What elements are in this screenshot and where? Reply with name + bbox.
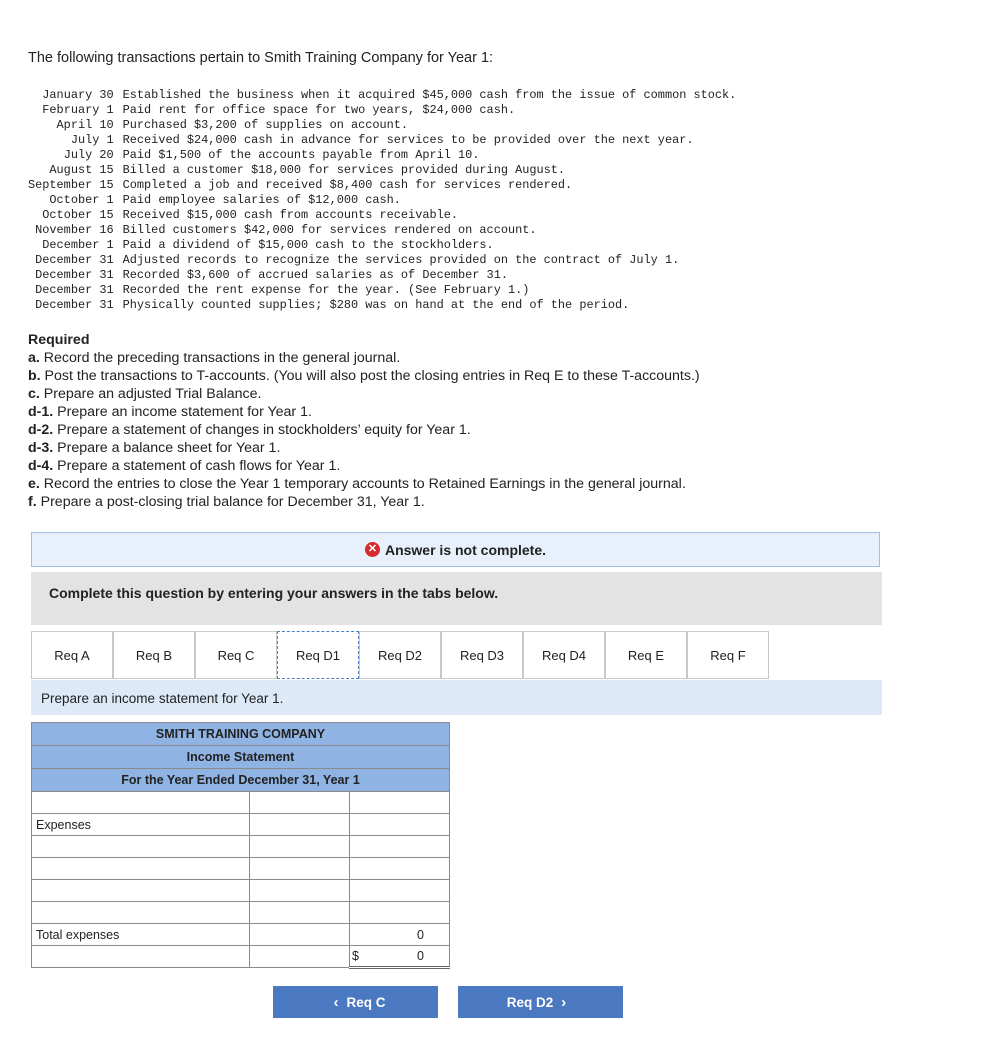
transaction-description: Recorded $3,600 of accrued salaries as of December 31. — [122, 268, 508, 282]
transaction-date: July 1 — [70, 133, 114, 147]
answer-status-banner — [31, 532, 880, 567]
transaction-description: Completed a job and received $8,400 cash for services rendered. — [122, 178, 573, 192]
tab-req-d4[interactable]: Req D4 — [523, 631, 605, 679]
line-label-input[interactable] — [32, 792, 250, 814]
required-item-text: Prepare a post-closing trial balance for December 31, Year 1. — [36, 494, 425, 510]
transaction-description: Established the business when it acquired $45,000 cash from the issue of common stock. — [122, 88, 737, 102]
required-item-label: a. — [28, 350, 40, 366]
required-item-text: Prepare a statement of cash flows for Year 1. — [53, 458, 341, 474]
expenses-label: Expenses — [32, 814, 250, 836]
expense-amount-input[interactable] — [250, 902, 350, 924]
expense-label-input[interactable] — [32, 902, 250, 924]
net-income-label-input[interactable] — [32, 946, 250, 968]
tab-req-a[interactable]: Req A — [31, 631, 113, 679]
transaction-date: December 31 — [35, 298, 114, 312]
tab-req-e[interactable]: Req E — [605, 631, 687, 679]
tab-prompt: Prepare an income statement for Year 1. — [31, 680, 882, 715]
tab-req-d2[interactable]: Req D2 — [359, 631, 441, 679]
prev-req-button[interactable] — [273, 986, 438, 1018]
transaction-row — [28, 88, 736, 103]
transaction-date: October 15 — [42, 208, 114, 222]
total-expenses-value: 0 — [350, 924, 450, 946]
transaction-row — [28, 253, 736, 268]
answer-status-text: Answer is not complete. — [384, 541, 547, 558]
amount-input[interactable] — [250, 946, 350, 968]
expense-amount-input[interactable] — [250, 836, 350, 858]
transaction-date: December 1 — [42, 238, 114, 252]
transaction-date: November 16 — [35, 223, 114, 237]
required-item — [28, 439, 700, 457]
required-item-text: Post the transactions to T-accounts. (You will also post the closing entries in Req E to these T-accounts.) — [40, 368, 700, 384]
income-statement-table — [31, 722, 450, 969]
expense-label-input[interactable] — [32, 858, 250, 880]
next-req-label: Req D2 — [506, 994, 554, 1010]
tab-req-d3[interactable]: Req D3 — [441, 631, 523, 679]
tab-req-c[interactable]: Req C — [195, 631, 277, 679]
amount-input[interactable] — [350, 880, 450, 902]
amount-input[interactable] — [350, 792, 450, 814]
expense-label-input[interactable] — [32, 880, 250, 902]
transaction-row — [28, 148, 736, 163]
transaction-row — [28, 268, 736, 283]
required-item-text: Record the entries to close the Year 1 temporary accounts to Retained Earnings in the general journal. — [39, 476, 686, 492]
required-item-label: b. — [28, 368, 41, 384]
amount-input[interactable] — [250, 814, 350, 836]
transaction-row — [28, 283, 736, 298]
required-section — [28, 331, 700, 511]
amount-input[interactable] — [350, 814, 450, 836]
transaction-description: Billed customers $42,000 for services rendered on account. — [122, 223, 537, 237]
amount-input[interactable] — [350, 858, 450, 880]
required-item-text: Record the preceding transactions in the general journal. — [39, 350, 401, 366]
transaction-description: Paid rent for office space for two years, $24,000 cash. — [122, 103, 516, 117]
transaction-date: December 31 — [35, 283, 114, 297]
amount-input[interactable] — [250, 792, 350, 814]
next-req-button[interactable] — [458, 986, 623, 1018]
amount-input[interactable] — [350, 902, 450, 924]
transaction-row — [28, 223, 736, 238]
required-item — [28, 457, 700, 475]
transaction-date: October 1 — [49, 193, 114, 207]
transaction-description: Recorded the rent expense for the year. (See February 1.) — [122, 283, 530, 297]
transaction-row — [28, 193, 736, 208]
transaction-description: Paid $1,500 of the accounts payable from April 10. — [122, 148, 480, 162]
required-item-label: f. — [28, 494, 37, 510]
transaction-description: Received $24,000 cash in advance for services to be provided over the next year. — [122, 133, 694, 147]
expense-label-input[interactable] — [32, 836, 250, 858]
required-item-label: d-3. — [28, 440, 54, 456]
required-item — [28, 349, 700, 367]
required-item-text: Prepare an income statement for Year 1. — [53, 404, 312, 420]
required-item-label: d-2. — [28, 422, 54, 438]
prev-req-label: Req C — [346, 994, 386, 1010]
currency-symbol: $ — [352, 949, 359, 963]
transaction-description: Purchased $3,200 of supplies on account. — [122, 118, 409, 132]
transaction-date: September 15 — [28, 178, 114, 192]
required-item — [28, 475, 700, 493]
expense-amount-input[interactable] — [250, 858, 350, 880]
transaction-row — [28, 178, 736, 193]
required-heading: Required — [28, 332, 90, 348]
company-name: SMITH TRAINING COMPANY — [32, 723, 450, 746]
transaction-description: Billed a customer $18,000 for services provided during August. — [122, 163, 566, 177]
transactions-table — [28, 88, 736, 313]
transaction-date: July 20 — [63, 148, 114, 162]
amount-input[interactable] — [350, 836, 450, 858]
transaction-description: Received $15,000 cash from accounts receivable. — [122, 208, 459, 222]
chevron-right-icon: › — [561, 993, 567, 1011]
transaction-row — [28, 298, 736, 313]
required-item-label: d-1. — [28, 404, 54, 420]
required-item-text: Prepare a statement of changes in stockholders’ equity for Year 1. — [53, 422, 471, 438]
intro-text: The following transactions pertain to Smith Training Company for Year 1: — [28, 50, 494, 66]
instruction-bar: Complete this question by entering your answers in the tabs below. — [31, 572, 882, 625]
transaction-date: December 31 — [35, 268, 114, 282]
transaction-date: February 1 — [42, 103, 114, 117]
x-circle-icon: ✕ — [365, 542, 380, 557]
required-item-label: e. — [28, 476, 40, 492]
required-item — [28, 367, 700, 385]
required-item — [28, 493, 700, 511]
net-income-value: 0 — [417, 949, 424, 963]
transaction-row — [28, 118, 736, 133]
transaction-date: January 30 — [42, 88, 114, 102]
tab-req-d1[interactable]: Req D1 — [277, 631, 359, 679]
transaction-description: Paid employee salaries of $12,000 cash. — [122, 193, 401, 207]
statement-title: Income Statement — [32, 746, 450, 769]
transaction-row — [28, 133, 736, 148]
transaction-date: August 15 — [49, 163, 114, 177]
required-item-label: d-4. — [28, 458, 54, 474]
transaction-row — [28, 163, 736, 178]
chevron-left-icon: ‹ — [333, 993, 339, 1011]
net-income-cell — [350, 946, 450, 968]
tab-req-b[interactable]: Req B — [113, 631, 195, 679]
transaction-date: December 31 — [35, 253, 114, 267]
transaction-description: Physically counted supplies; $280 was on hand at the end of the period. — [122, 298, 630, 312]
transaction-date: April 10 — [56, 118, 114, 132]
required-item — [28, 385, 700, 403]
transaction-description: Paid a dividend of $15,000 cash to the stockholders. — [122, 238, 494, 252]
tab-bar — [31, 631, 769, 679]
required-item-label: c. — [28, 386, 40, 402]
transaction-row — [28, 103, 736, 118]
tab-req-f[interactable]: Req F — [687, 631, 769, 679]
required-item — [28, 421, 700, 439]
required-item-text: Prepare an adjusted Trial Balance. — [39, 386, 262, 402]
statement-period: For the Year Ended December 31, Year 1 — [32, 769, 450, 792]
required-item-text: Prepare a balance sheet for Year 1. — [53, 440, 281, 456]
transaction-row — [28, 208, 736, 223]
expense-amount-input[interactable] — [250, 880, 350, 902]
required-item — [28, 403, 700, 421]
total-expenses-label: Total expenses — [32, 924, 250, 946]
transaction-row — [28, 238, 736, 253]
transaction-description: Adjusted records to recognize the services provided on the contract of July 1. — [122, 253, 680, 267]
amount-input[interactable] — [250, 924, 350, 946]
